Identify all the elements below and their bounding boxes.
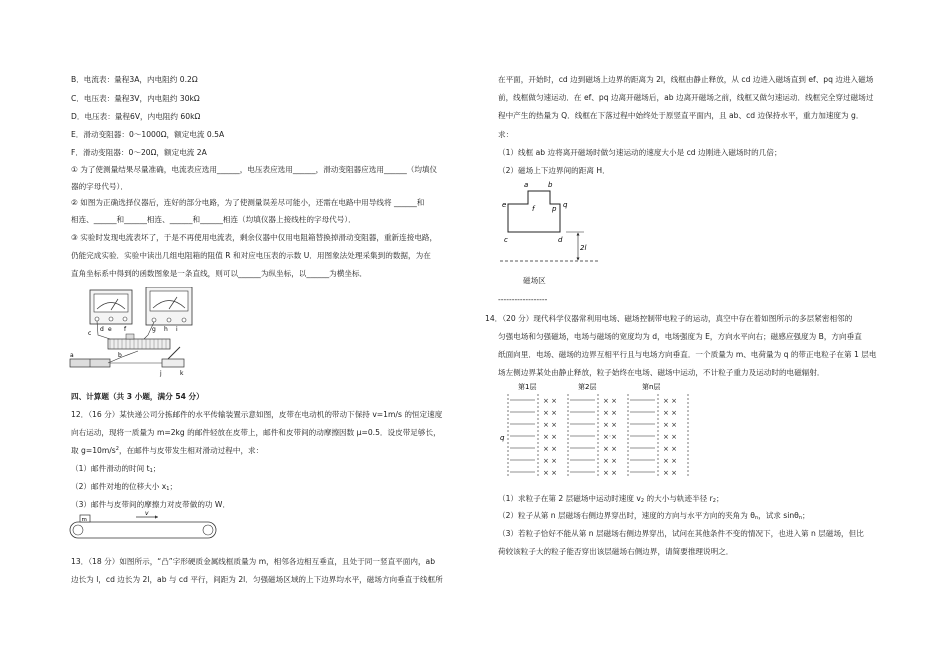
resistor-coil: [108, 334, 170, 349]
option-d: D．电压表：量程6V，内电阻约 60kΩ: [71, 112, 201, 121]
p14-q1-sub-r: 2: [712, 498, 716, 504]
q3-line3: 直角坐标系中得到的函数图象是一条直线，则可以______为纵坐标，以______为横坐标．: [71, 269, 368, 278]
frame-label-d: d: [558, 236, 563, 244]
frame-label-q: q: [563, 201, 568, 209]
option-c: C．电压表：量程3V，内电阻约 30kΩ: [71, 94, 200, 103]
ellipsis-dots: [610, 436, 611, 437]
p14-q2-mid: ，试求 sinθ: [758, 511, 799, 520]
q3-line2: 仍能完成实验．实验中读出几组电阻箱的阻值 R 和对应电压表的示数 U．用图象法处理采集到的数据，为在: [71, 251, 431, 260]
q1-line1: ① 为了使测量结果尽量准确，电流表应选用______，电压表应选用______，滑动变阻器应选用______（均填仪: [71, 165, 438, 174]
circuit-label-k: k: [180, 370, 184, 377]
circuit-label-g: g: [152, 326, 156, 333]
option-b: B．电流表：量程3A，内电阻约 0.2Ω: [71, 75, 198, 84]
p12-q1-sub: 1: [149, 468, 153, 474]
p14-q2-sub-sin: n: [798, 515, 803, 521]
p14-q3-line2: 荷较该粒子大的粒子能否穿出该层磁场右侧边界，请简要推理说明之．: [498, 547, 734, 556]
p12-g-post: ，在邮件与皮带发生相对滑动过程中，求：: [118, 446, 264, 455]
circuit-label-b: b: [118, 352, 122, 359]
p14-q2-post: ；: [802, 511, 810, 520]
p13-cont-line4: 求：: [498, 130, 514, 139]
option-f: F．滑动变阻器：0～20Ω，额定电流 2A: [71, 148, 207, 157]
svg-text:× ×: × ×: [543, 457, 557, 465]
p12-line3: [71, 447, 263, 455]
p14-q2-sub-theta: n: [754, 515, 759, 521]
p13-cont-line1: 在平面，开始时，cd 边到磁场上边界的距离为 2l，线框由静止释放，从 cd 边进入磁场直到 ef、pq 边进入磁场: [498, 75, 874, 84]
p13-line2: 边长为 l，cd 边长为 2l，ab 与 cd 平行，间距为 2l．匀强磁场区域的上下边界均水平，磁场方向垂直于线框所: [71, 575, 443, 584]
svg-text:× ×: × ×: [663, 421, 677, 429]
q2-line2: 相连、______和______相连、______和______相连（均填仪器上接线柱的字母代号）．: [71, 215, 356, 224]
layer-label-n: 第n层: [642, 383, 661, 391]
ammeter-meter: [90, 290, 132, 324]
svg-text:× ×: × ×: [543, 433, 557, 441]
svg-text:× ×: × ×: [603, 457, 617, 465]
svg-text:× ×: × ×: [603, 421, 617, 429]
svg-text:× ×: × ×: [543, 421, 557, 429]
q1-line2: 器的字母代号）．: [71, 182, 128, 191]
p14-q1-mid: 的大小与轨迹半径 r: [644, 494, 713, 503]
distance-label-2l: 2l: [580, 244, 587, 252]
p13-cont-line3: 程中产生的热量为 Q．线框在下落过程中始终处于原竖直平面内，且 ab、cd 边保持水平，重力加速度为 g．: [498, 111, 864, 120]
switch: [162, 347, 184, 367]
circuit-label-j: j: [160, 370, 162, 377]
circuit-label-e: e: [108, 326, 112, 333]
voltmeter-meter: [146, 287, 192, 325]
p13-q1: （1）线框 ab 边将离开磁场时做匀速运动的速度大小是 cd 边刚进入磁场时的几倍；: [498, 148, 782, 157]
p14-q1: [498, 495, 724, 503]
p14-q2-text: （2）粒子从第 n 层磁场右侧边界穿出时，速度的方向与水平方向的夹角为 θ: [498, 511, 755, 520]
p14-q2: [498, 512, 810, 520]
p12-q2-sub: 1: [166, 486, 170, 492]
p14-line3: 纸面向里．电场、磁场的边界互相平行且与电场方向垂直．一个质量为 m、电荷量为 q 的带正电粒子在第 1 层电: [498, 350, 877, 359]
p12-q1-post: ；: [152, 464, 161, 473]
circuit-label-f: f: [124, 326, 127, 333]
package-label: m: [81, 517, 87, 523]
svg-text:× ×: × ×: [663, 445, 677, 453]
battery: [70, 359, 110, 367]
p12-g-exponent: 2: [115, 446, 119, 452]
velocity-label: v: [145, 511, 149, 517]
svg-text:× ×: × ×: [543, 397, 557, 405]
p14-q1-post: ；: [715, 494, 724, 503]
p13-cont-line2: 前，线框做匀速运动．在 ef、pq 边离开磁场后，ab 边离开磁场之前，线框又做匀速运动．线框完全穿过磁场过: [498, 93, 874, 102]
circuit-label-a: a: [70, 352, 74, 359]
svg-text:× ×: × ×: [603, 445, 617, 453]
particle-label: q: [500, 434, 505, 442]
p12-line1: 12．（16 分）某快递公司分拣邮件的水平传输装置示意如图，皮带在电动机的带动下保持 v=1m/s 的恒定速度: [71, 410, 443, 419]
layer-label-2: 第2层: [578, 383, 597, 391]
p14-line1: 14．（20 分）现代科学仪器常利用电场、磁场控制带电粒子的运动，真空中存在着如图所示的多层紧密相邻的: [485, 314, 853, 323]
svg-text:× ×: × ×: [543, 409, 557, 417]
svg-text:× ×: × ×: [603, 469, 617, 477]
p12-q2-post: ；: [169, 482, 178, 491]
svg-text:× ×: × ×: [663, 409, 677, 417]
p12-q1-text: （1）邮件滑动的时间 t: [71, 464, 150, 473]
electric-field-arrows: [510, 400, 655, 472]
frame-label-c: c: [504, 236, 508, 244]
p14-line2: 匀强电场和匀强磁场，电场与磁场的宽度均为 d，电场强度为 E，方向水平向右；磁感应强度为 B，方向垂直: [498, 332, 862, 341]
circuit-figure: [68, 287, 213, 382]
layer-label-1: 第1层: [518, 383, 537, 391]
separator-line: ------------------: [498, 295, 548, 304]
svg-text:× ×: × ×: [603, 433, 617, 441]
svg-text:× ×: × ×: [663, 469, 677, 477]
svg-text:× ×: × ×: [603, 409, 617, 417]
circuit-label-h: h: [164, 326, 168, 333]
p12-q1: [71, 465, 160, 473]
circuit-label-c: c: [88, 330, 92, 337]
p13-q2: （2）磁场上下边界间的距离 H．: [498, 166, 610, 175]
svg-text:× ×: × ×: [543, 445, 557, 453]
svg-text:× ×: × ×: [663, 397, 677, 405]
p14-q3-line1: （3）若粒子恰好不能从第 n 层磁场右侧边界穿出，试问在其他条件不变的情况下，也进入第 n 层磁场，但比: [498, 529, 864, 538]
p12-q2: [71, 483, 177, 491]
p12-line2: 向右运动，现将一质量为 m=2kg 的邮件轻放在皮带上，邮件和皮带间的动摩擦因数 μ=0.5．设皮带足够长，: [71, 428, 441, 437]
p14-q1-sub-v: 2: [640, 498, 645, 504]
layer-field-figure: [490, 380, 710, 480]
svg-text:× ×: × ×: [543, 469, 557, 477]
p14-q1-text: （1）求粒子在第 2 层磁场中运动时速度 v: [498, 494, 641, 503]
magnetic-region-label: 磁场区: [523, 276, 546, 285]
option-e: E．滑动变阻器：0～1000Ω，额定电流 0.5A: [71, 130, 225, 139]
p12-q3: （3）邮件与皮带间的摩擦力对皮带做的功 W．: [71, 500, 231, 509]
q2-line1: ② 如图为正确选择仪器后，连好的部分电路，为了使测量误差尽可能小，还需在电路中用导线将 ______和: [71, 198, 425, 207]
p12-q2-text: （2）邮件对地的位移大小 x: [71, 482, 167, 491]
svg-text:× ×: × ×: [603, 397, 617, 405]
frame-label-f: f: [532, 205, 535, 213]
svg-text:× ×: × ×: [663, 433, 677, 441]
svg-text:× ×: × ×: [663, 457, 677, 465]
frame-figure: [500, 176, 610, 288]
p13-line1: 13．（18 分）如图所示，“凸”字形硬质金属线框质量为 m，相邻各边相互垂直，且处于同一竖直平面内，ab: [71, 557, 436, 566]
magnetic-field-crosses: [543, 397, 677, 477]
frame-label-a: a: [524, 181, 529, 189]
circuit-label-i: i: [176, 326, 178, 333]
frame-label-e: e: [502, 201, 507, 209]
frame-label-p: p: [552, 205, 557, 213]
section-title: 四、计算题（共 3 小题，满分 54 分）: [71, 392, 204, 401]
frame-label-b: b: [548, 181, 553, 189]
p12-g-text: 取 g=10m/s: [71, 446, 116, 455]
conveyor-figure: [68, 511, 218, 541]
q3-line1: ③ 实验时发现电流表坏了，于是不再使用电流表，剩余仪器中仅用电阻箱替换掉滑动变阻器，重新连接电路，: [71, 233, 438, 242]
circuit-label-d: d: [100, 326, 104, 333]
p14-line4: 场左侧边界某处由静止释放，粒子始终在电场、磁场中运动，不计粒子重力及运动时的电磁辐射．: [498, 368, 825, 377]
